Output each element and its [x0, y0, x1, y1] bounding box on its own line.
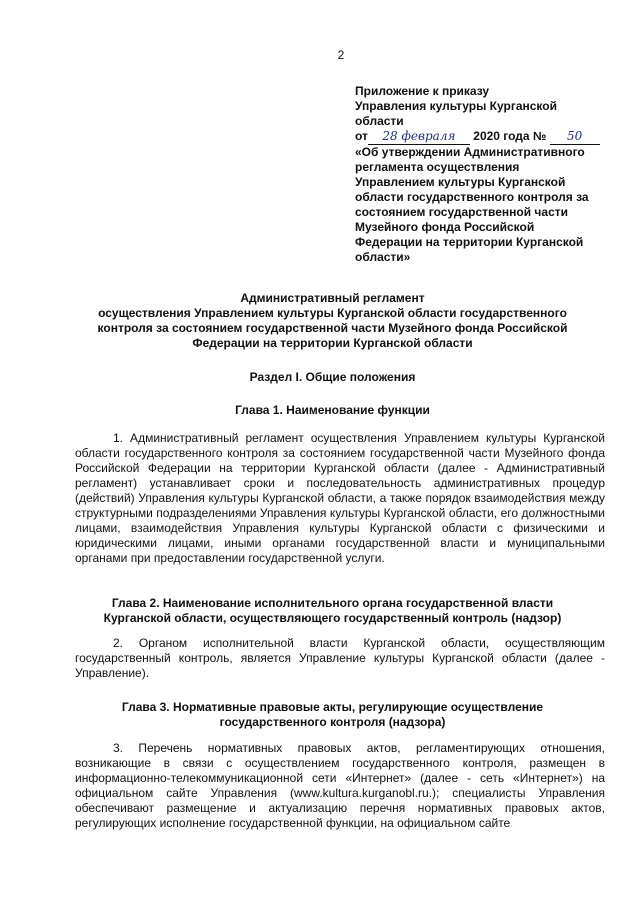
heading-line: Глава 3. Нормативные правовые акты, регулирующие осуществление [121, 700, 544, 714]
handwritten-date: 28 февраля [368, 129, 470, 145]
appendix-line: области государственного контроля за [355, 190, 589, 204]
appendix-line: Приложение к приказу [355, 84, 490, 98]
appendix-line: «Об утверждении Административного [355, 145, 585, 159]
heading-line: Курганской области, осуществляющего государственный контроль (надзор) [103, 611, 562, 625]
appendix-line: Управлением культуры Курганской [355, 175, 566, 189]
appendix-line: Управления культуры Курганской [355, 99, 557, 113]
appendix-line: состоянием государственной части [355, 205, 568, 219]
appendix-line: Музейного фонда Российской [355, 220, 535, 234]
appendix-line: области» [355, 250, 411, 264]
handwritten-number: 50 [550, 129, 600, 145]
title-line: контроля за состоянием государственной части Музейного фонда Российской [97, 321, 568, 335]
appendix-date-line [355, 129, 620, 145]
page-number: 2 [337, 48, 345, 62]
document-title [60, 291, 605, 351]
year-text: 2020 года № [473, 129, 547, 143]
chapter2-paragraph: 2. Органом исполнительной власти Курганской области, осуществляющим государственный контроль, является Управление культуры Курганской области (далее - Управление). [75, 636, 605, 680]
chapter1-paragraph: 1. Административный регламент осуществления Управлением культуры Курганской области государственного контроля за состоянием государственной части Музейного фонда Российской Федерации на территории Курганской области (далее - Административный регламент) устанавливает сроки и последовательность административных процедур (действий) Управления культуры Курганской области, а также порядок взаимодействия между структурными подразделениями Управления культуры Курганской области, его должностными лицами, взаимодействия Управления культуры Курганской области с физическими и юридическими лицами, иными органами государственной власти и муниципальными органами при предоставлении государственной услуги. [75, 431, 605, 565]
title-line: осуществления Управлением культуры Курганской области государственного [98, 306, 567, 320]
chapter3-paragraph: 3. Перечень нормативных правовых актов, регламентирующих отношения, возникающие в связи с осуществлением государственного контроля, размещен в информационно-телекоммуникационной сети «Интернет» (далее - сеть «Интернет») на официальном сайте Управления (www.kultura.kurganobl.ru.); специалисты Управления обеспечивают размещение и актуализацию перечня нормативных правовых актов, регулирующих исполнение государственной функции, на официальном сайте [75, 741, 605, 830]
appendix-line: регламента осуществления [355, 160, 520, 174]
title-line: Административный регламент [240, 291, 425, 305]
appendix-line: области [355, 114, 404, 128]
from-prefix: от [355, 129, 368, 143]
chapter1-heading: Глава 1. Наименование функции [235, 403, 430, 417]
title-line: Федерации на территории Курганской области [192, 336, 473, 350]
chapter2-heading [60, 596, 605, 626]
appendix-block [355, 84, 620, 265]
section-heading: Раздел I. Общие положения [249, 370, 416, 384]
heading-line: государственного контроля (надзора) [219, 715, 446, 729]
heading-line: Глава 2. Наименование исполнительного органа государственной власти [111, 596, 554, 610]
appendix-line: Федерации на территории Курганской [355, 235, 584, 249]
chapter3-heading [60, 700, 605, 730]
